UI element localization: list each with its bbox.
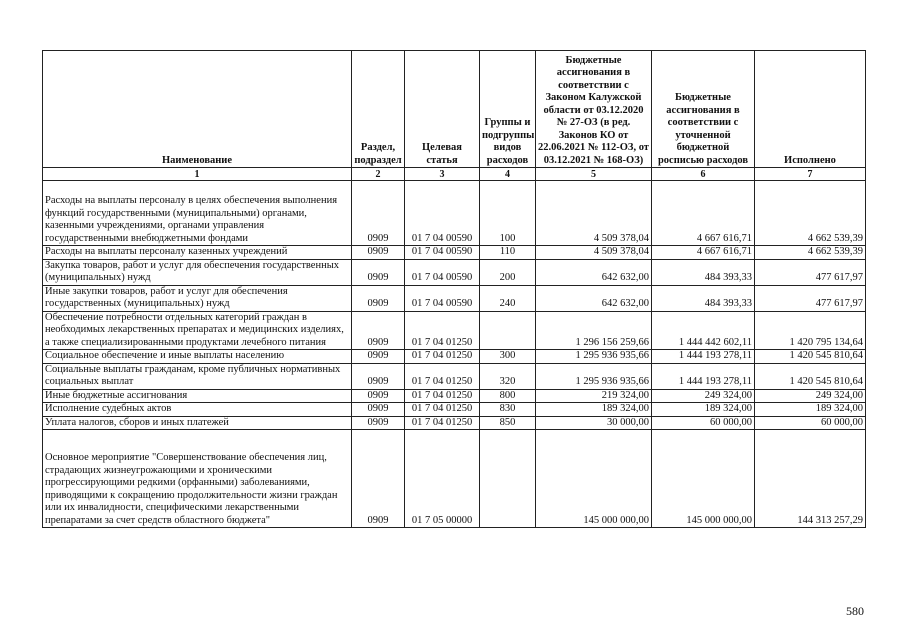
row-law: 4 509 378,04: [536, 246, 652, 260]
row-section: 0909: [352, 416, 405, 430]
row-done: 477 617,97: [755, 259, 866, 285]
row-article: 01 7 05 00000: [405, 430, 480, 528]
row-group: 830: [480, 403, 536, 417]
row-article: 01 7 04 01250: [405, 403, 480, 417]
col-number: 6: [652, 168, 755, 181]
row-law: 4 509 378,04: [536, 181, 652, 246]
row-law: 30 000,00: [536, 416, 652, 430]
header-law-allocation: Бюджетные ассигнования в соответствии с Законом Калужской области от 03.12.2020 № 27-ОЗ (в ред. Законов КО от 22.06.2021 № 112-ОЗ, от 03.12.2021 № 168-ОЗ): [536, 51, 652, 168]
row-done: 477 617,97: [755, 285, 866, 311]
row-article: 01 7 04 00590: [405, 181, 480, 246]
row-name: Расходы на выплаты персоналу в целях обеспечения выполнения функций государственными (муниципальными) органами, казенными учреждениями, органами управления государственными внебюджетными фондами: [43, 181, 352, 246]
row-section: 0909: [352, 403, 405, 417]
row-done: 1 420 795 134,64: [755, 311, 866, 350]
row-group: 110: [480, 246, 536, 260]
row-law: 642 632,00: [536, 285, 652, 311]
row-done: 1 420 545 810,64: [755, 363, 866, 389]
table-row: [43, 350, 866, 364]
row-done: 4 662 539,39: [755, 246, 866, 260]
row-refined: 145 000 000,00: [652, 430, 755, 528]
column-number-row: [43, 168, 866, 181]
row-article: 01 7 04 01250: [405, 363, 480, 389]
row-done: 60 000,00: [755, 416, 866, 430]
header-article: Целевая статья: [405, 51, 480, 168]
row-section: 0909: [352, 311, 405, 350]
table-row: [43, 389, 866, 403]
row-group: [480, 430, 536, 528]
row-refined: 4 667 616,71: [652, 246, 755, 260]
row-refined: 1 444 193 278,11: [652, 350, 755, 364]
table-row: [43, 363, 866, 389]
row-done: 144 313 257,29: [755, 430, 866, 528]
table-row: [43, 430, 866, 528]
row-law: 1 295 936 935,66: [536, 363, 652, 389]
row-done: 249 324,00: [755, 389, 866, 403]
header-group: Группы и подгруппы видов расходов: [480, 51, 536, 168]
row-group: 240: [480, 285, 536, 311]
row-law: 642 632,00: [536, 259, 652, 285]
header-row: [43, 51, 866, 168]
row-article: 01 7 04 01250: [405, 389, 480, 403]
row-article: 01 7 04 00590: [405, 246, 480, 260]
row-refined: 484 393,33: [652, 259, 755, 285]
table-row: [43, 403, 866, 417]
row-name: Основное мероприятие "Совершенствование обеспечения лиц, страдающих жизнеугрожающими и хроническими прогрессирующими редкими (орфанными) заболеваниями, приводящими к сокращению продолжительности жизни граждан или их инвалидности, специфическими лекарственными препаратами за счет средств областного бюджета": [43, 430, 352, 528]
row-refined: 249 324,00: [652, 389, 755, 403]
row-section: 0909: [352, 246, 405, 260]
row-article: 01 7 04 01250: [405, 311, 480, 350]
row-done: 1 420 545 810,64: [755, 350, 866, 364]
row-refined: 60 000,00: [652, 416, 755, 430]
row-done: 4 662 539,39: [755, 181, 866, 246]
page-number: 580: [846, 604, 864, 618]
row-law: 219 324,00: [536, 389, 652, 403]
row-name: Уплата налогов, сборов и иных платежей: [43, 416, 352, 430]
row-section: 0909: [352, 259, 405, 285]
row-refined: 4 667 616,71: [652, 181, 755, 246]
table-row: [43, 259, 866, 285]
row-name: Обеспечение потребности отдельных категорий граждан в необходимых лекарственных препаратах и медицинских изделиях, а также специализированными продуктами лечебного питания: [43, 311, 352, 350]
row-law: 145 000 000,00: [536, 430, 652, 528]
row-refined: 484 393,33: [652, 285, 755, 311]
header-section: Раздел, подраздел: [352, 51, 405, 168]
row-name: Социальное обеспечение и иные выплаты населению: [43, 350, 352, 364]
col-number: 2: [352, 168, 405, 181]
row-group: 100: [480, 181, 536, 246]
row-group: 850: [480, 416, 536, 430]
row-law: 1 296 156 259,66: [536, 311, 652, 350]
row-law: 189 324,00: [536, 403, 652, 417]
table-row: [43, 311, 866, 350]
table-row: [43, 246, 866, 260]
col-number: 4: [480, 168, 536, 181]
row-law: 1 295 936 935,66: [536, 350, 652, 364]
table-row: [43, 181, 866, 246]
row-section: 0909: [352, 430, 405, 528]
budget-table: [42, 50, 866, 528]
row-section: 0909: [352, 181, 405, 246]
col-number: 1: [43, 168, 352, 181]
header-name: Наименование: [43, 51, 352, 168]
row-refined: 189 324,00: [652, 403, 755, 417]
row-group: 800: [480, 389, 536, 403]
row-article: 01 7 04 01250: [405, 350, 480, 364]
table-row: [43, 416, 866, 430]
row-section: 0909: [352, 285, 405, 311]
row-name: Закупка товаров, работ и услуг для обеспечения государственных (муниципальных) нужд: [43, 259, 352, 285]
header-refined-allocation: Бюджетные ассигнования в соответствии с уточненной бюджетной росписью расходов: [652, 51, 755, 168]
row-article: 01 7 04 01250: [405, 416, 480, 430]
row-section: 0909: [352, 363, 405, 389]
col-number: 5: [536, 168, 652, 181]
row-name: Социальные выплаты гражданам, кроме публичных нормативных социальных выплат: [43, 363, 352, 389]
row-article: 01 7 04 00590: [405, 285, 480, 311]
row-group: [480, 311, 536, 350]
col-number: 3: [405, 168, 480, 181]
row-group: 300: [480, 350, 536, 364]
header-executed: Исполнено: [755, 51, 866, 168]
row-article: 01 7 04 00590: [405, 259, 480, 285]
row-section: 0909: [352, 389, 405, 403]
row-section: 0909: [352, 350, 405, 364]
row-name: Иные бюджетные ассигнования: [43, 389, 352, 403]
row-group: 320: [480, 363, 536, 389]
col-number: 7: [755, 168, 866, 181]
row-done: 189 324,00: [755, 403, 866, 417]
row-name: Иные закупки товаров, работ и услуг для обеспечения государственных (муниципальных) нужд: [43, 285, 352, 311]
row-name: Исполнение судебных актов: [43, 403, 352, 417]
row-refined: 1 444 193 278,11: [652, 363, 755, 389]
table-row: [43, 285, 866, 311]
row-refined: 1 444 442 602,11: [652, 311, 755, 350]
row-group: 200: [480, 259, 536, 285]
row-name: Расходы на выплаты персоналу казенных учреждений: [43, 246, 352, 260]
